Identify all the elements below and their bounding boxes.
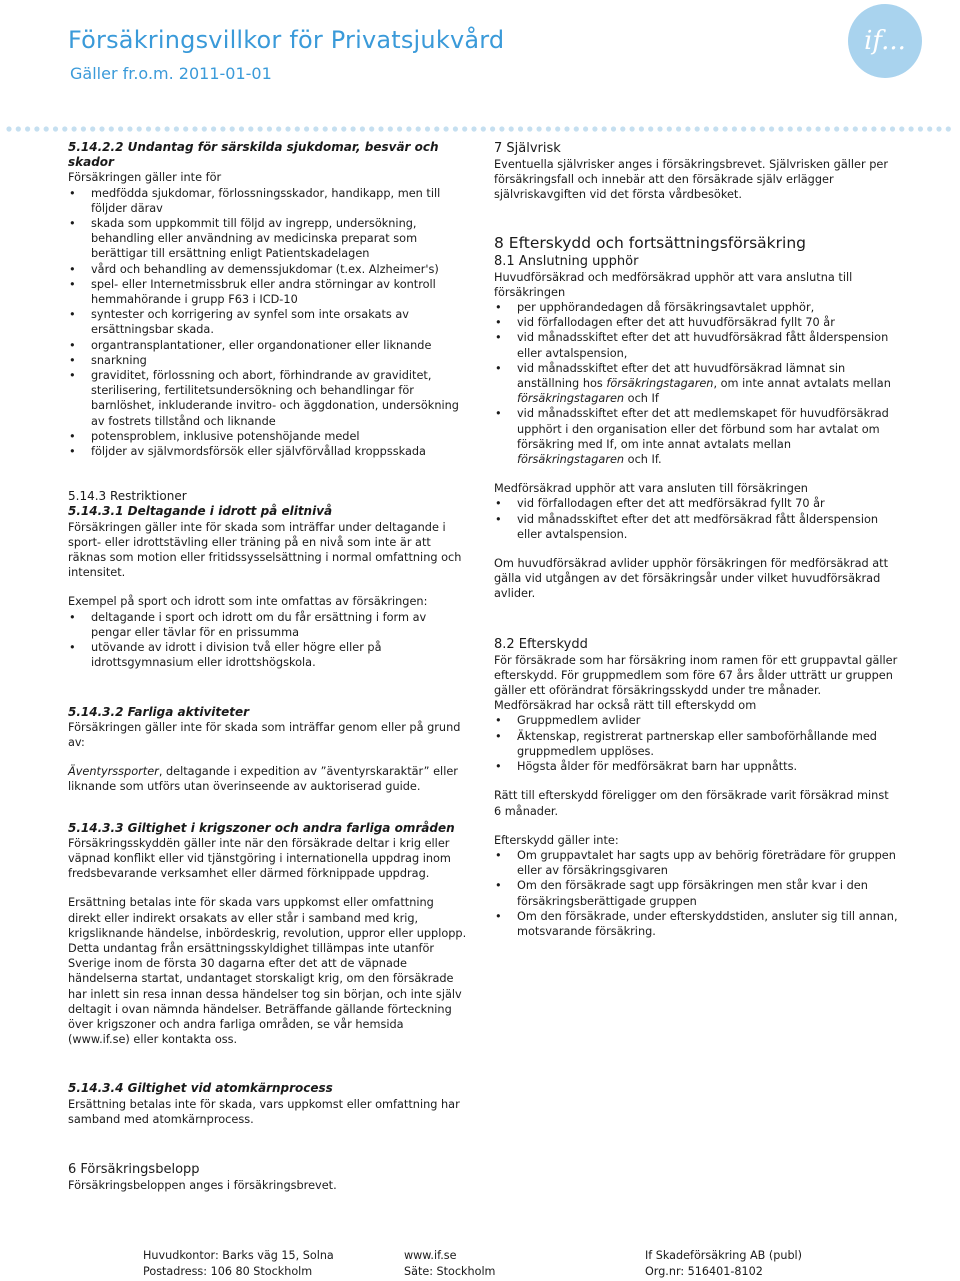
paragraph: Försäkringsskyddën gäller inte när den försäkrade deltar i krig eller väpnad konflikt eller vid tjänstgöring i internationella uppdrag inom fredsbevarande verksamhet eller därmed förknippade uppdrag. xyxy=(68,836,451,881)
list-item: • vid förfallodagen efter det att huvudförsäkrad fyllt 70 år xyxy=(494,315,899,330)
after-cover-list xyxy=(494,713,899,774)
subsection-heading: 5.14.3.1 Deltagande i idrott på elitnivå xyxy=(68,504,333,519)
list-item: • organtransplantationer, eller organdonationer eller liknande xyxy=(68,338,468,353)
list-item: • vid månadsskiftet efter det att medlemskapet för huvudförsäkrad upphört i den organisation eller det förbund som har avtalat om försäkring med If, om inte annat avtalats mellan försäkringstagaren och If. xyxy=(494,406,899,467)
subsection-heading: 5.14.3.3 Giltighet i krigszoner och andra farliga områden xyxy=(68,820,455,835)
section-heading: 6 Försäkringsbelopp xyxy=(68,1161,200,1177)
list-item: • syntester och korrigering av synfel som inte orsakats av ersättningsbar skada. xyxy=(68,307,468,337)
footer-web xyxy=(404,1248,495,1280)
footer-line: Org.nr: 516401-8102 xyxy=(645,1265,763,1278)
section-heading: 7 Självrisk xyxy=(494,141,561,156)
paragraph: Försäkringen gäller inte för skada som inträffar under deltagande i sport- eller idrottstävling eller träning på en nivå som inte är att räknas som motion eller fritidssysselsättning i normal omfattning och intensitet. xyxy=(68,520,462,580)
footer-line: www.if.se xyxy=(404,1249,457,1262)
paragraph xyxy=(68,764,468,794)
list-item: • graviditet, förlossning och abort, förhindrande av graviditet, sterilisering, fertilitetsundersökning och behandlingar för barnlöshet, inkluderande invitro- och äggdonation, undersökning av fostrets tillstånd och liknande xyxy=(68,368,468,429)
footer-line: Säte: Stockholm xyxy=(404,1265,496,1278)
list-item: • skada som uppkommit till följd av ingrepp, undersökning, behandling eller användning av medicinska preparat som berättigar till ersättning enligt Patientskadelagen xyxy=(68,216,468,262)
footer-company xyxy=(645,1248,802,1280)
list-item: • potensproblem, inklusive potenshöjande medel xyxy=(68,429,468,444)
left-column xyxy=(68,140,468,1193)
if-logo: if... xyxy=(848,4,922,78)
subsection-heading: 5.14.3.2 Farliga aktiviteter xyxy=(68,704,250,719)
list-item: • Högsta ålder för medförsäkrat barn har uppnåtts. xyxy=(494,759,899,774)
list-item: • snarkning xyxy=(68,353,468,368)
examples-list xyxy=(68,610,468,671)
list-item: • deltagande i sport och idrott om du får ersättning i form av pengar eller tävlar för en prissumma xyxy=(68,610,468,640)
paragraph: Exempel på sport och idrott som inte omfattas av försäkringen: xyxy=(68,595,428,609)
list-item: • per upphörandedagen då försäkringsavtalet upphör, xyxy=(494,300,899,315)
document-title: Försäkringsvillkor för Privatsjukvård xyxy=(68,26,505,54)
list-item: • Om den försäkrade sagt upp försäkringen men står kvar i den försäkringsberättigade gruppen xyxy=(494,878,899,908)
co-insured-list xyxy=(494,496,899,542)
section-heading: 5.14.3 Restriktioner xyxy=(68,489,187,504)
list-item: • medfödda sjukdomar, förlossningsskador, handikapp, men till följder därav xyxy=(68,186,468,216)
not-valid-list xyxy=(494,848,899,939)
paragraph: Eventuella självrisker anges i försäkringsbrevet. Självrisken gäller per försäkringsfall och innebär att den försäkrade själv erlägger självriskavgiften vid det första vårdbesöket. xyxy=(494,158,888,202)
paragraph: Efterskydd gäller inte: xyxy=(494,833,619,847)
list-item: • Gruppmedlem avlider xyxy=(494,713,899,728)
list-item: • Om gruppavtalet har sagts upp av behörig företrädare för gruppen eller av försäkringsgivaren xyxy=(494,848,899,878)
footer-line: If Skadeförsäkring AB (publ) xyxy=(645,1249,803,1262)
section-heading: 8 Efterskydd och fortsättningsförsäkring xyxy=(494,233,806,252)
paragraph: Rätt till efterskydd föreligger om den försäkrade varit försäkrad minst 6 månader. xyxy=(494,789,889,818)
subsection-heading: 8.1 Anslutning upphör xyxy=(494,253,639,269)
paragraph: Ersättning betalas inte för skada vars uppkomst eller omfattning direkt eller indirekt orsakats av eller står i samband med krig, krigsliknande händelse, inbördeskrig, revolution, uppror eller upplopp. Detta undantag från ersättningsskyldighet tillämpas inte utanför Sverige inom de första 30 dagarna efter det att de väpnade händelserna startat, undantaget storskaligt krig, om den försäkrade har inlett sin resa innan dessa händelser tog sin början, och inte själv deltagit i ovan nämnda händelser. Beträffande gällande förteckning över krigszoner och andra farliga områden, se vår hemsida (www.if.se) eller kontakta oss. xyxy=(68,896,467,1047)
subsection-heading: 8.2 Efterskydd xyxy=(494,636,588,652)
list-item: • följder av självmordsförsök eller självförvållad kroppsskada xyxy=(68,444,468,459)
list-item: • Äktenskap, registrerat partnerskap eller samboförhållande med gruppmedlem upplöses. xyxy=(494,729,899,759)
exclusions-list xyxy=(68,186,468,460)
footer-line: Huvudkontor: Barks väg 15, Solna xyxy=(143,1249,334,1262)
paragraph: Försäkringen gäller inte för skada som inträffar genom eller på grund av: xyxy=(68,720,461,749)
paragraph: Försäkringsbeloppen anges i försäkringsbrevet. xyxy=(68,1178,337,1192)
dotted-divider xyxy=(6,126,956,132)
list-item: • vid månadsskiftet efter det att medförsäkrad fått ålderspension eller avtalspension. xyxy=(494,512,899,542)
document-subtitle: Gäller fr.o.m. 2011-01-01 xyxy=(70,64,272,83)
footer-line: Postadress: 106 80 Stockholm xyxy=(143,1265,313,1278)
paragraph: Ersättning betalas inte för skada, vars uppkomst eller omfattning har samband med atomkärnprocess. xyxy=(68,1097,460,1126)
paragraph: Försäkringen gäller inte för xyxy=(68,171,222,185)
right-column xyxy=(494,140,899,939)
list-item: • Om den försäkrade, under efterskyddstiden, ansluter sig till annan, motsvarande försäkring. xyxy=(494,909,899,939)
list-item: • vid månadsskiftet efter det att huvudförsäkrad lämnat sin anställning hos försäkringstagaren, om inte annat avtalats mellan försäkringstagaren och If xyxy=(494,361,899,407)
paragraph: Om huvudförsäkrad avlider upphör försäkringen för medförsäkrad att gälla vid utgången av det försäkringsår under vilket huvudförsäkrad avlider. xyxy=(494,557,889,601)
italic-term: Äventyrssporter xyxy=(68,765,159,779)
list-item: • vid förfallodagen efter det att medförsäkrad fyllt 70 år xyxy=(494,496,899,511)
footer-address xyxy=(143,1248,334,1280)
list-item: • spel- eller Internetmissbruk eller andra störningar av kontroll hemmahörande i grupp F63 i ICD-10 xyxy=(68,277,468,307)
section-heading: 5.14.2.2 Undantag för särskilda sjukdomar, besvär och skador xyxy=(68,140,439,170)
paragraph: Huvudförsäkrad och medförsäkrad upphör att vara anslutna till försäkringen xyxy=(494,270,853,299)
subsection-heading: 5.14.3.4 Giltighet vid atomkärnprocess xyxy=(68,1081,333,1096)
list-item: • utövande av idrott i division två eller högre eller på idrottsgymnasium eller idrottshögskola. xyxy=(68,640,468,670)
list-item: • vid månadsskiftet efter det att huvudförsäkrad fått ålderspension eller avtalspension, xyxy=(494,330,899,360)
paragraph: Medförsäkrad upphör att vara ansluten till försäkringen xyxy=(494,482,808,496)
paragraph-text: , deltagande i expedition av ”äventyrskaraktär” eller liknande som utförs utan överinseende av auktoriserad guide. xyxy=(68,765,458,794)
termination-list xyxy=(494,300,899,467)
list-item: • vård och behandling av demenssjukdomar (t.ex. Alzheimer's) xyxy=(68,262,468,277)
paragraph: För försäkrade som har försäkring inom ramen för ett gruppavtal gäller efterskydd. För gruppmedlem som före 67 års ålder utträtt ur gruppen gäller ett oförändrat försäkringsskydd under tre månader. Medförsäkrad har också rätt till efterskydd om xyxy=(494,653,898,713)
